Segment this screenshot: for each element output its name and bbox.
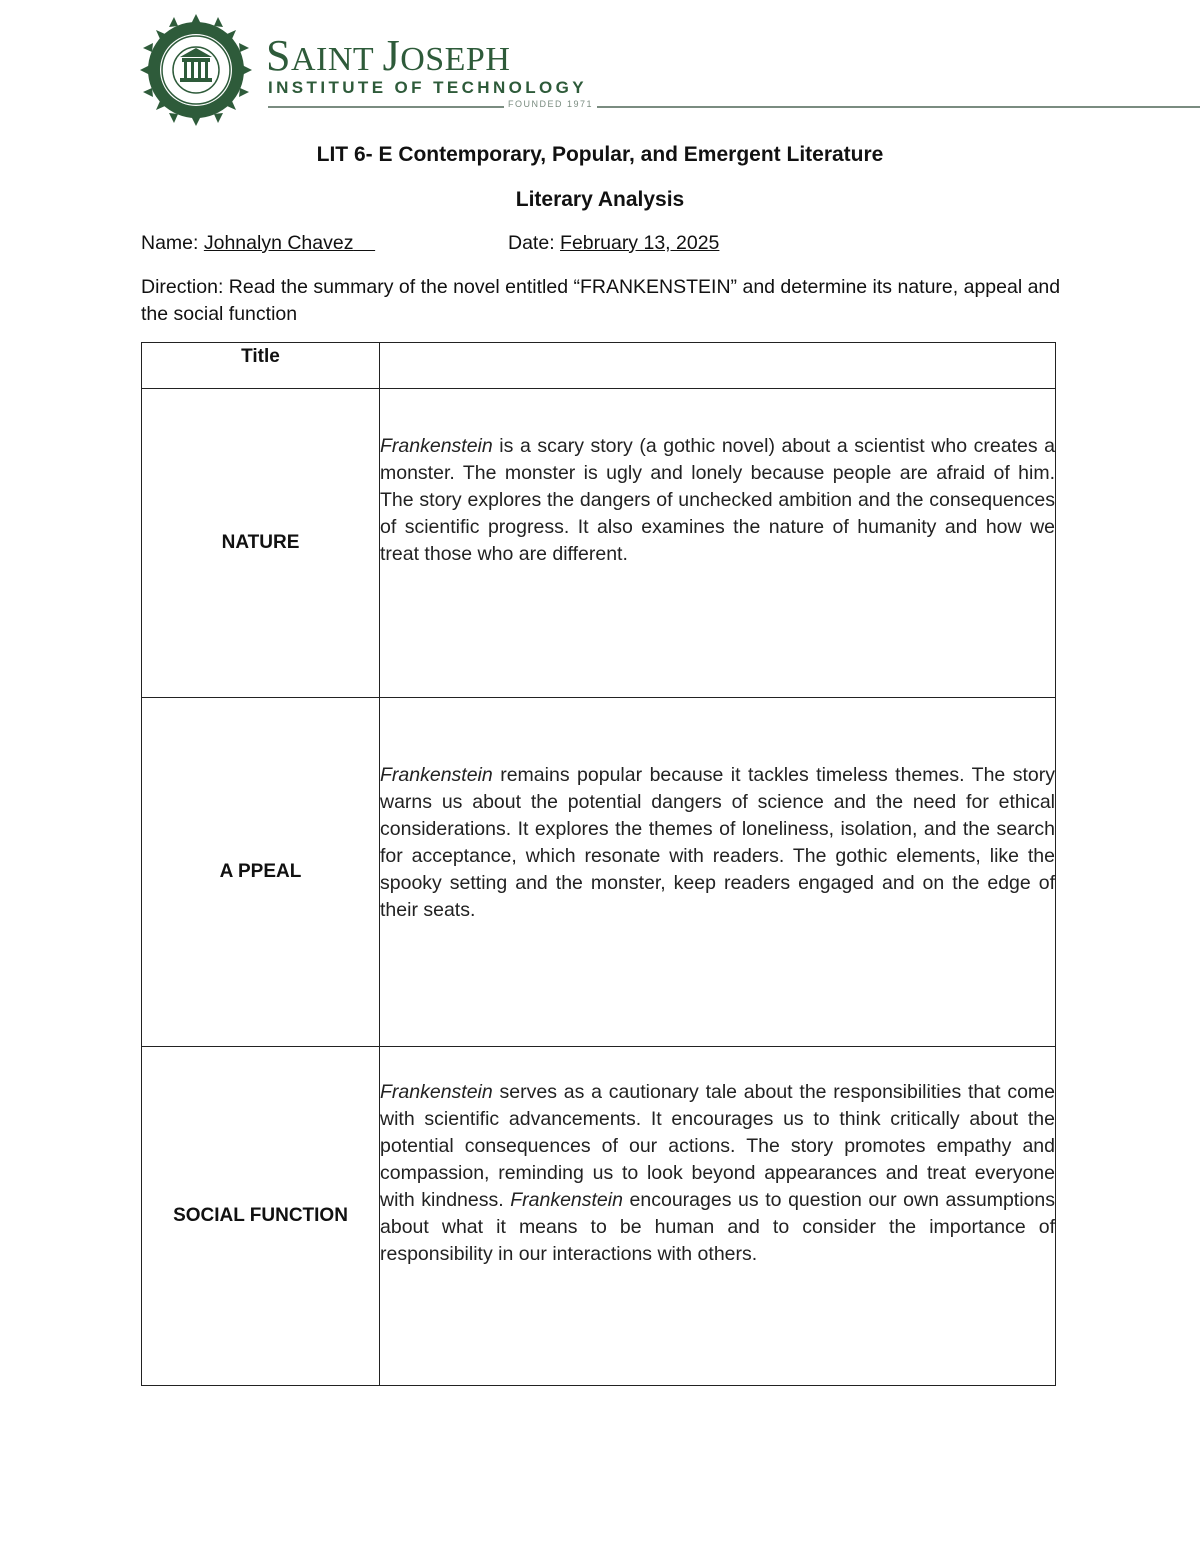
table-row [142, 343, 1056, 389]
nature-label: NATURE [142, 389, 380, 698]
name-label: Name: [141, 232, 199, 254]
school-name: SAINT JOSEPH [266, 31, 511, 80]
course-title: LIT 6- E Contemporary, Popular, and Emergent Literature [316, 143, 884, 166]
table-row [142, 389, 1056, 698]
name-field [141, 232, 375, 255]
nature-cell [380, 389, 1056, 698]
analysis-table [141, 342, 1056, 1386]
school-seal-icon [140, 14, 252, 126]
date-label: Date: [508, 232, 555, 254]
school-subtitle: INSTITUTE OF TECHNOLOGY [268, 78, 588, 97]
appeal-cell [380, 698, 1056, 1047]
date-value: February 13, 2025 [560, 232, 720, 254]
social-function-text: Frankenstein serves as a cautionary tale about the responsibilities that come with scientific advancements. It encourages us to think critically about the potential consequences of our actions. The story promotes empathy and compassion, reminding us to look beyond appearances and treat everyone with kindness. Frankenstein encourages us to question our own assumptions about what it means to be human and to consider the importance of responsibility in our interactions with others. [380, 1081, 1055, 1265]
title-label: Title [142, 343, 380, 389]
nature-text: Frankenstein is a scary story (a gothic novel) about a scientist who creates a monster. The monster is ugly and lonely because people are afraid of him. The story explores the dangers of unchecked ambition and the consequences of scientific progress. It also examines the nature of humanity and how we treat those who are different. [380, 435, 1055, 565]
social-function-cell [380, 1047, 1056, 1386]
direction-text: Direction: Read the summary of the novel entitled “FRANKENSTEIN” and determine its nature, appeal and the social function [141, 276, 1061, 325]
social-function-label: SOCIAL FUNCTION [142, 1047, 380, 1386]
date-field [508, 232, 719, 255]
header-rule [268, 106, 1200, 108]
appeal-text: Frankenstein remains popular because it tackles timeless themes. The story warns us about the potential dangers of science and the need for ethical considerations. It explores the themes of loneliness, isolation, and the search for acceptance, which resonate with readers. The gothic elements, like the spooky setting and the monster, keep readers engaged and on the edge of their seats. [380, 764, 1055, 921]
table-row [142, 1047, 1056, 1386]
document-header [140, 14, 1200, 124]
document-title: Literary Analysis [515, 188, 685, 211]
name-value: Johnalyn Chavez [203, 232, 354, 254]
title-value [380, 343, 1056, 389]
table-row [142, 698, 1056, 1047]
founded-note: FOUNDED 1971 [504, 99, 597, 109]
appeal-label: A PPEAL [142, 698, 380, 1047]
